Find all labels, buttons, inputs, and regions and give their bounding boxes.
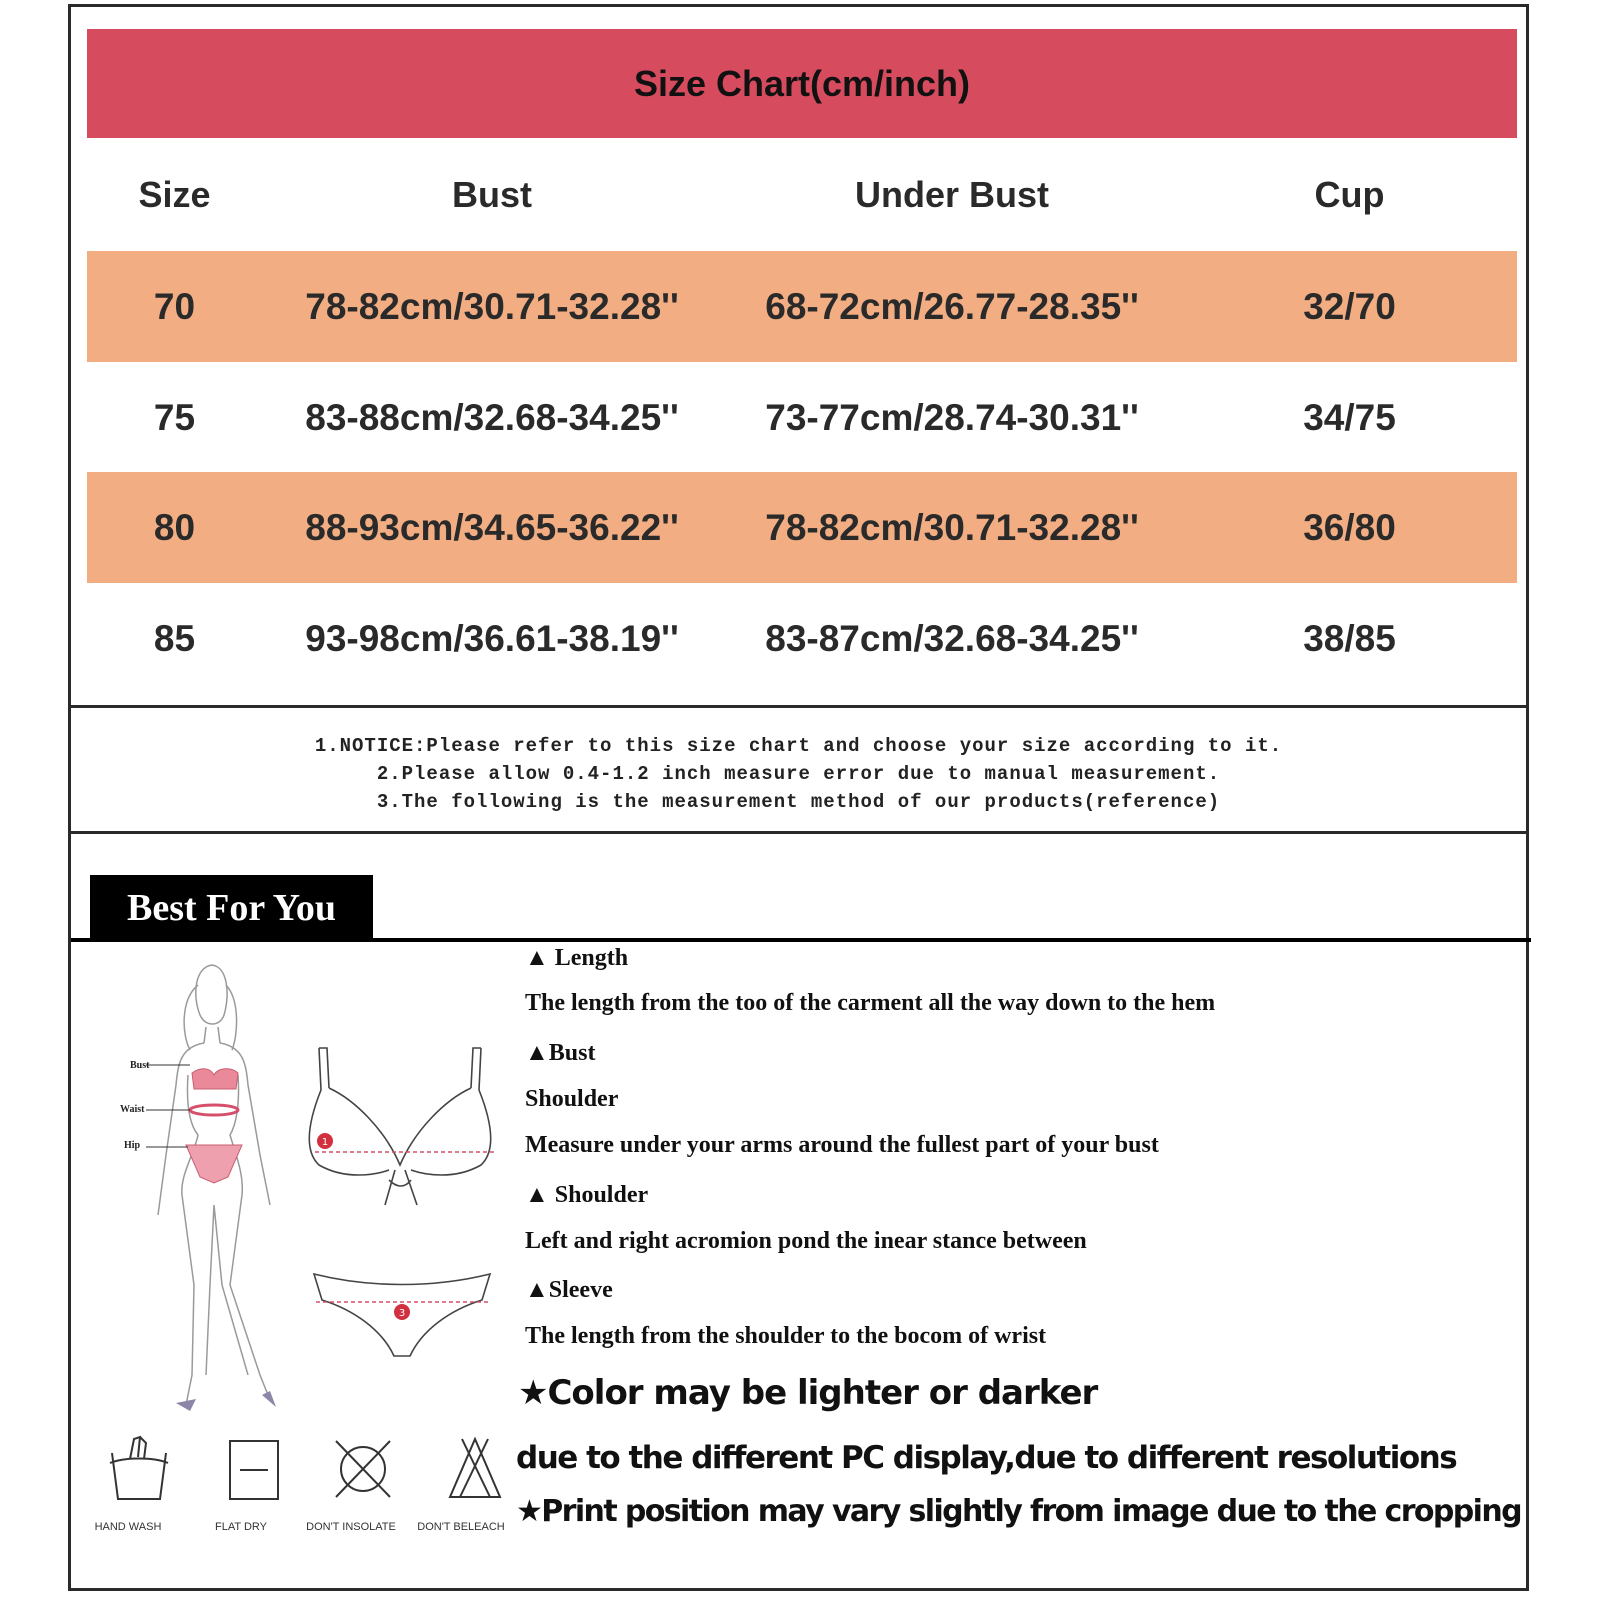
divider: [68, 831, 1529, 834]
bust-desc: Measure under your arms around the fullest part of your bust: [525, 1132, 1159, 1158]
notice-line: 3.The following is the measurement method of our products(reference): [376, 791, 1221, 813]
svg-text:1: 1: [321, 1137, 329, 1148]
brief-diagram: [310, 1270, 495, 1360]
header-bust: Bust: [452, 173, 532, 215]
shoulder-title: ▲ Shoulder: [525, 1182, 649, 1208]
care-label: HAND WASH: [94, 1521, 162, 1533]
print-note: ★Print position may vary slightly from image due to the cropping: [516, 1494, 1521, 1529]
cell-cup: 32/70: [1303, 285, 1396, 327]
cell-cup: 36/80: [1303, 506, 1396, 548]
woman-figure-illustration: [110, 955, 310, 1415]
care-label: DON'T BELEACH: [417, 1521, 505, 1533]
cell-bust: 88-93cm/34.65-36.22'': [305, 506, 679, 548]
best-for-you-rule: [71, 938, 1531, 942]
shoulder-desc: Left and right acromion pond the inear stance between: [525, 1228, 1087, 1254]
best-for-you-label: Best For You: [127, 887, 336, 929]
cell-bust: 78-82cm/30.71-32.28'': [305, 285, 679, 327]
table-row: [87, 583, 1517, 694]
cell-bust: 83-88cm/32.68-34.25'': [305, 396, 679, 438]
length-title: ▲ Length: [525, 945, 629, 971]
best-for-you-tab: [90, 875, 373, 941]
header-under-bust: Under Bust: [854, 173, 1049, 215]
care-label: DON'T INSOLATE: [306, 1521, 396, 1533]
cell-size: 80: [153, 506, 196, 548]
color-note-1: ★Color may be lighter or darker: [518, 1373, 1098, 1413]
do-not-bleach-icon: [430, 1433, 520, 1513]
header-size: Size: [138, 173, 211, 215]
table-row: [87, 251, 1517, 362]
table-header-row: [87, 139, 1517, 250]
bust-sub: Shoulder: [525, 1086, 619, 1112]
sleeve-title: ▲Sleeve: [525, 1277, 613, 1303]
length-desc: The length from the too of the carment all the way down to the hem: [525, 990, 1216, 1016]
care-label: FLAT DRY: [215, 1521, 267, 1533]
color-note-2: due to the different PC display,due to different resolutions: [516, 1440, 1457, 1476]
svg-text:3: 3: [398, 1308, 406, 1319]
cell-under-bust: 68-72cm/26.77-28.35'': [765, 285, 1139, 327]
cell-size: 85: [153, 617, 196, 659]
notice-line: 2.Please allow 0.4-1.2 inch measure error due to manual measurement.: [376, 763, 1221, 785]
bra-diagram: [305, 1040, 505, 1215]
notice-block: [71, 732, 1526, 816]
figure-label-hip: Hip: [124, 1140, 141, 1151]
notice-line: 1.NOTICE:Please refer to this size chart and choose your size according to it.: [314, 735, 1283, 757]
cell-size: 75: [153, 396, 196, 438]
figure-label-bust: Bust: [130, 1060, 150, 1071]
cell-under-bust: 73-77cm/28.74-30.31'': [765, 396, 1139, 438]
cell-under-bust: 78-82cm/30.71-32.28'': [765, 506, 1139, 548]
cell-cup: 34/75: [1303, 396, 1396, 438]
bust-title: ▲Bust: [525, 1040, 596, 1066]
cell-bust: 93-98cm/36.61-38.19'': [305, 617, 679, 659]
table-row: [87, 472, 1517, 583]
header-cup: Cup: [1314, 173, 1385, 215]
title-bar: [87, 29, 1517, 138]
flat-dry-icon: [208, 1433, 298, 1513]
do-not-insolate-icon: [318, 1433, 408, 1513]
hand-wash-icon: [94, 1433, 184, 1513]
cell-under-bust: 83-87cm/32.68-34.25'': [765, 617, 1139, 659]
divider: [68, 705, 1529, 708]
cell-cup: 38/85: [1303, 617, 1396, 659]
table-row: [87, 362, 1517, 473]
page-title: Size Chart(cm/inch): [633, 62, 971, 104]
sleeve-desc: The length from the shoulder to the bocom of wrist: [525, 1323, 1047, 1349]
cell-size: 70: [153, 285, 196, 327]
figure-label-waist: Waist: [120, 1104, 145, 1115]
